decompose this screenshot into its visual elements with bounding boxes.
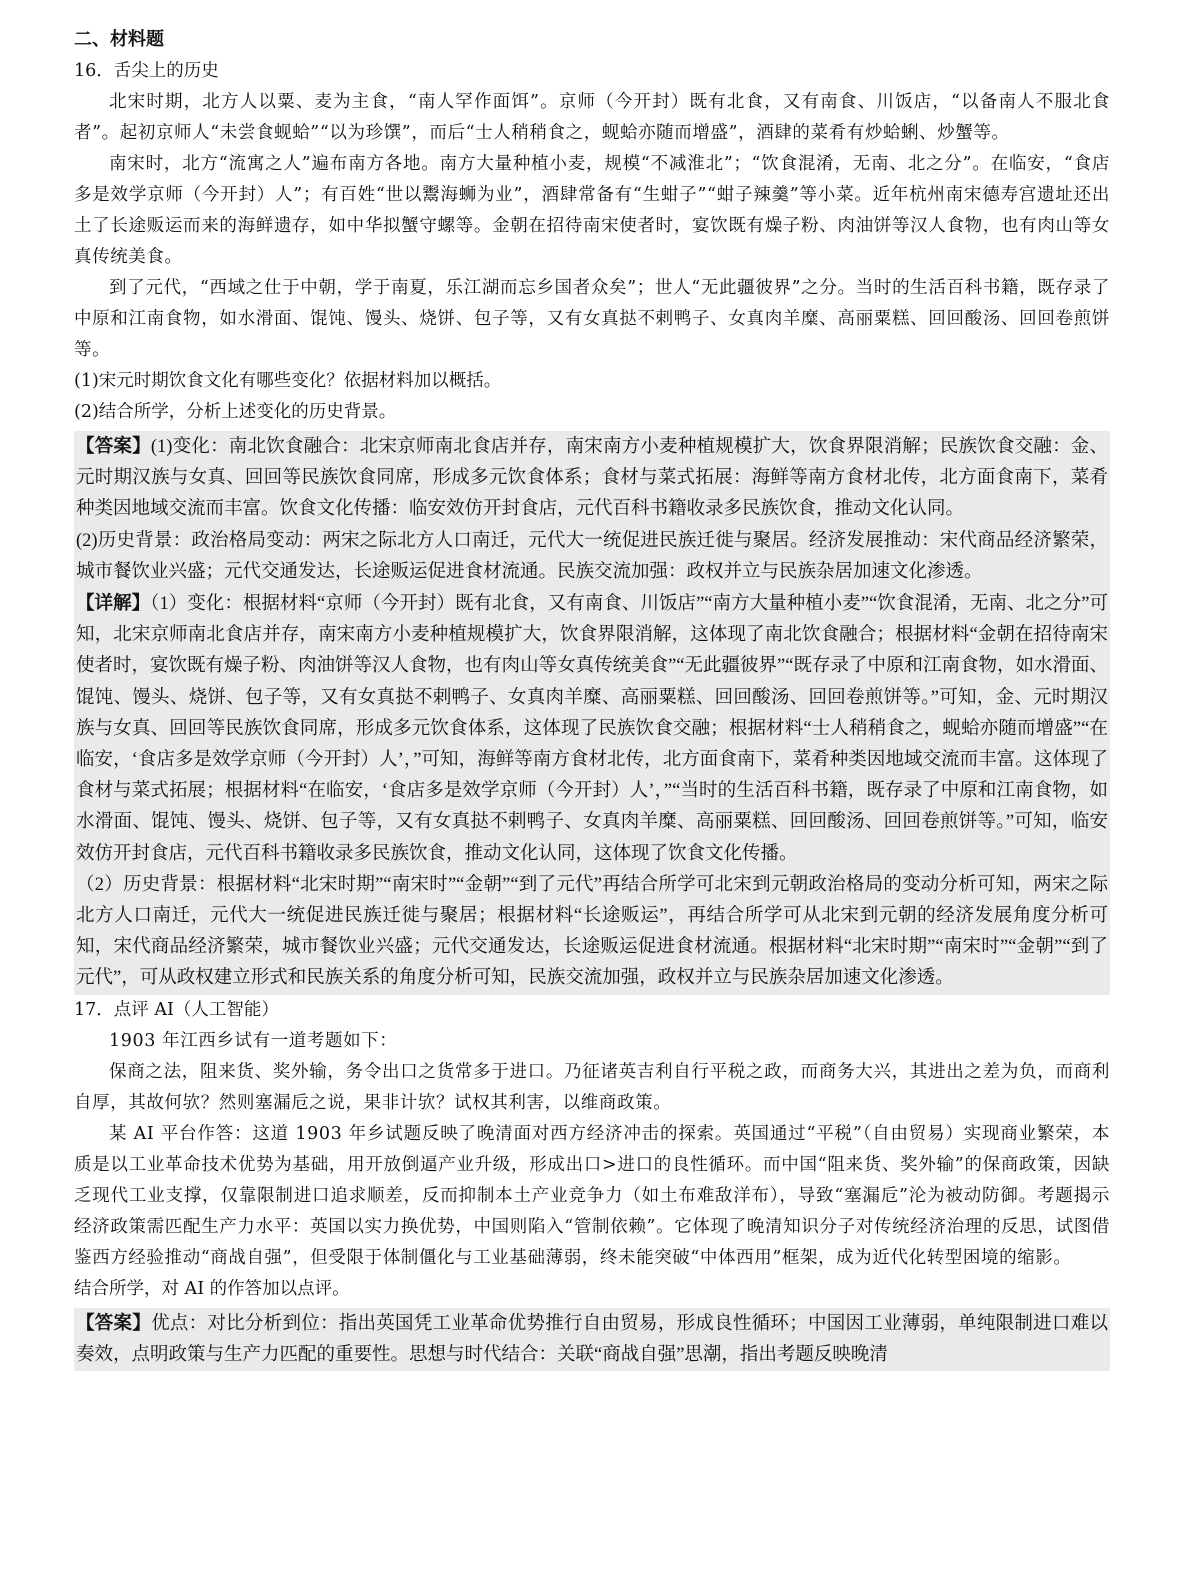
- question-17-title: 17．点评 AI（人工智能）: [74, 999, 279, 1020]
- answer-paragraph: [76, 431, 1108, 526]
- answer-paragraph: (2)历史背景：政治格局变动：两宋之际北方人口南迁，元代大一统促进民族迁徙与聚居。经济发展推动：宋代商品经济繁荣，城市餐饮业兴盛；元代交通发达，长途贩运促进食材流通。民族交流加强：政权并立与民族杂居加速文化渗透。: [76, 530, 1108, 582]
- answer-paragraph: [76, 1308, 1108, 1371]
- material-paragraph: 南宋时，北方“流寓之人”遍布南方各地。南方大量种植小麦，规模“不减淮北”；“饮食混淆，无南、北之分”。在临安，“食店多是效学京师（今开封）人”；有百姓“世以鬻海蛳为业”，酒肆常备有“生蚶子”“蚶子辣羹”等小菜。近年杭州南宋德寿宫遗址还出土了长途贩运而来的海鲜遗存，如中华拟蟹守螺等。金朝在招待南宋使者时，宴饮既有燥子粉、肉油饼等汉人食物，也有肉山等女真传统美食。: [74, 154, 1110, 267]
- document-page: [74, 24, 1110, 1371]
- detail-paragraph: （2）历史背景：根据材料“北宋时期”“南宋时”“金朝”“到了元代”再结合所学可北宋到元朝政治格局的变动分析可知，两宋之际北方人口南迁，元代大一统促进民族迁徙与聚居；根据材料“长途贩运”，再结合所学可从北宋到元朝的经济发展角度分析可知，宋代商品经济繁荣，城市餐饮业兴盛；元代交通发达，长途贩运促进食材流通。根据材料“北宋时期”“南宋时”“金朝”“到了元代”，可从政权建立形式和民族关系的角度分析可知，民族交流加强，政权并立与民族杂居加速文化渗透。: [76, 874, 1108, 989]
- material-paragraph: 到了元代，“西域之仕于中朝，学于南夏，乐江湖而忘乡国者众矣”；世人“无此疆彼界”之分。当时的生活百科书籍，既存录了中原和江南食物，如水滑面、馄饨、馒头、烧饼、包子等，又有女真挞不剌鸭子、女真肉羊糜、高丽粟糕、回回酸汤、回回卷煎饼等。: [74, 278, 1110, 360]
- material-paragraph: 保商之法，阻来货、奖外输，务令出口之货常多于进口。乃征诸英吉利自行平税之政，而商务大兴，其进出之差为负，而商利自厚，其故何欤？然则塞漏卮之说，果非计欤？试权其利害，以维商政策。: [74, 1061, 1110, 1113]
- section-title: 二、材料题: [74, 29, 164, 50]
- answer-block-16: [74, 431, 1110, 995]
- material-paragraph: 1903 年江西乡试有一道考题如下：: [109, 1030, 398, 1051]
- question-16-title: 16．舌尖上的历史: [74, 61, 219, 81]
- detail-text: （1）变化：根据材料“京师（今开封）既有北食，又有南食、川饭店”“南方大量种植小麦”“饮食混淆，无南、北之分”可知，北宋京师南北食店并存，南宋南方小麦种植规模扩大，饮食界限消解，这体现了南北饮食融合；根据材料“金朝在招待南宋使者时，宴饮既有燥子粉、肉油饼等汉人食物，也有肉山等女真传统美食”“无此疆彼界”“既存录了中原和江南食物，如水滑面、馄饨、馒头、烧饼、包子等，又有女真挞不剌鸭子、女真肉羊糜、高丽粟糕、回回酸汤、回回卷煎饼等。”可知，金、元时期汉族与女真、回回等民族饮食同席，形成多元饮食体系，这体现了民族饮食交融；根据材料“士人稍稍食之，蚬蛤亦随而增盛”“在临安，‘食店多是效学京师（今开封）人’，”可知，海鲜等南方食材北传，北方面食南下，菜肴种类因地域交流而丰富。这体现了食材与菜式拓展；根据材料“在临安，‘食店多是效学京师（今开封）人’，”“当时的生活百科书籍，既存录了中原和江南食物，如水滑面、馄饨、馒头、烧饼、包子等，又有女真挞不剌鸭子、女真肉羊糜、高丽粟糕、回回酸汤、回回卷煎饼等。”可知，临安效仿开封食店，元代百科书籍收录多民族饮食，推动文化认同，这体现了饮食文化传播。: [76, 594, 1108, 864]
- answer-text: 优点：对比分析到位：指出英国凭工业革命优势推行自由贸易，形成良性循环；中国因工业薄弱，单纯限制进口难以奏效，点明政策与生产力匹配的重要性。思想与时代结合：关联“商战自强”思潮，指出考题反映晚清: [76, 1313, 1108, 1365]
- answer-tag: 【答案】: [76, 1312, 152, 1334]
- question-16-prompts: [74, 366, 1110, 428]
- question-17-prompt: 结合所学，对 AI 的作答加以点评。: [74, 1278, 350, 1299]
- sub-question: (1)宋元时期饮食文化有哪些变化？依据材料加以概括。: [74, 371, 502, 391]
- sub-question: (2)结合所学，分析上述变化的历史背景。: [74, 402, 397, 422]
- material-paragraph: 某 AI 平台作答：这道 1903 年乡试题反映了晚清面对西方经济冲击的探索。英国通过“平税”（自由贸易）实现商业繁荣，本质是以工业革命技术优势为基础，用开放倒逼产业升级，形成出口>进口的良性循环。而中国“阻来货、奖外输”的保商政策，因缺乏现代工业支撑，仅靠限制进口追求顺差，反而抑制本土产业竞争力（如土布难敌洋布），导致“塞漏卮”沦为被动防御。考题揭示经济政策需匹配生产力水平：英国以实力换优势，中国则陷入“管制依赖”。它体现了晚清知识分子对传统经济治理的反思，试图借鉴西方经验推动“商战自强”，但受限于体制僵化与工业基础薄弱，终未能突破“中体西用”框架，成为近代化转型困境的缩影。: [74, 1123, 1110, 1268]
- answer-text: (1)变化：南北饮食融合：北宋京师南北食店并存，南宋南方小麦种植规模扩大，饮食界限消解；民族饮食交融：金、元时期汉族与女真、回回等民族饮食同席，形成多元饮食体系；食材与菜式拓展：海鲜等南方食材北传，北方面食南下，菜肴种类因地域交流而丰富。饮食文化传播：临安效仿开封食店，元代百科书籍收录多民族饮食，推动文化认同。: [76, 437, 1108, 520]
- answer-tag: 【答案】: [76, 436, 151, 457]
- question-16-material: [74, 87, 1110, 366]
- answer-block-17: [74, 1308, 1110, 1371]
- detail-paragraph: [76, 588, 1108, 870]
- detail-tag: 【详解】: [76, 593, 151, 615]
- material-paragraph: 北宋时期，北方人以粟、麦为主食，“南人罕作面饵”。京师（今开封）既有北食，又有南食、川饭店，“以备南人不服北食者”。起初京师人“未尝食蚬蛤”“以为珍馔”，而后“士人稍稍食之，蚬蛤亦随而增盛”，酒肆的菜肴有炒蛤蜊、炒蟹等。: [74, 92, 1110, 143]
- question-17-material: [74, 1026, 1110, 1274]
